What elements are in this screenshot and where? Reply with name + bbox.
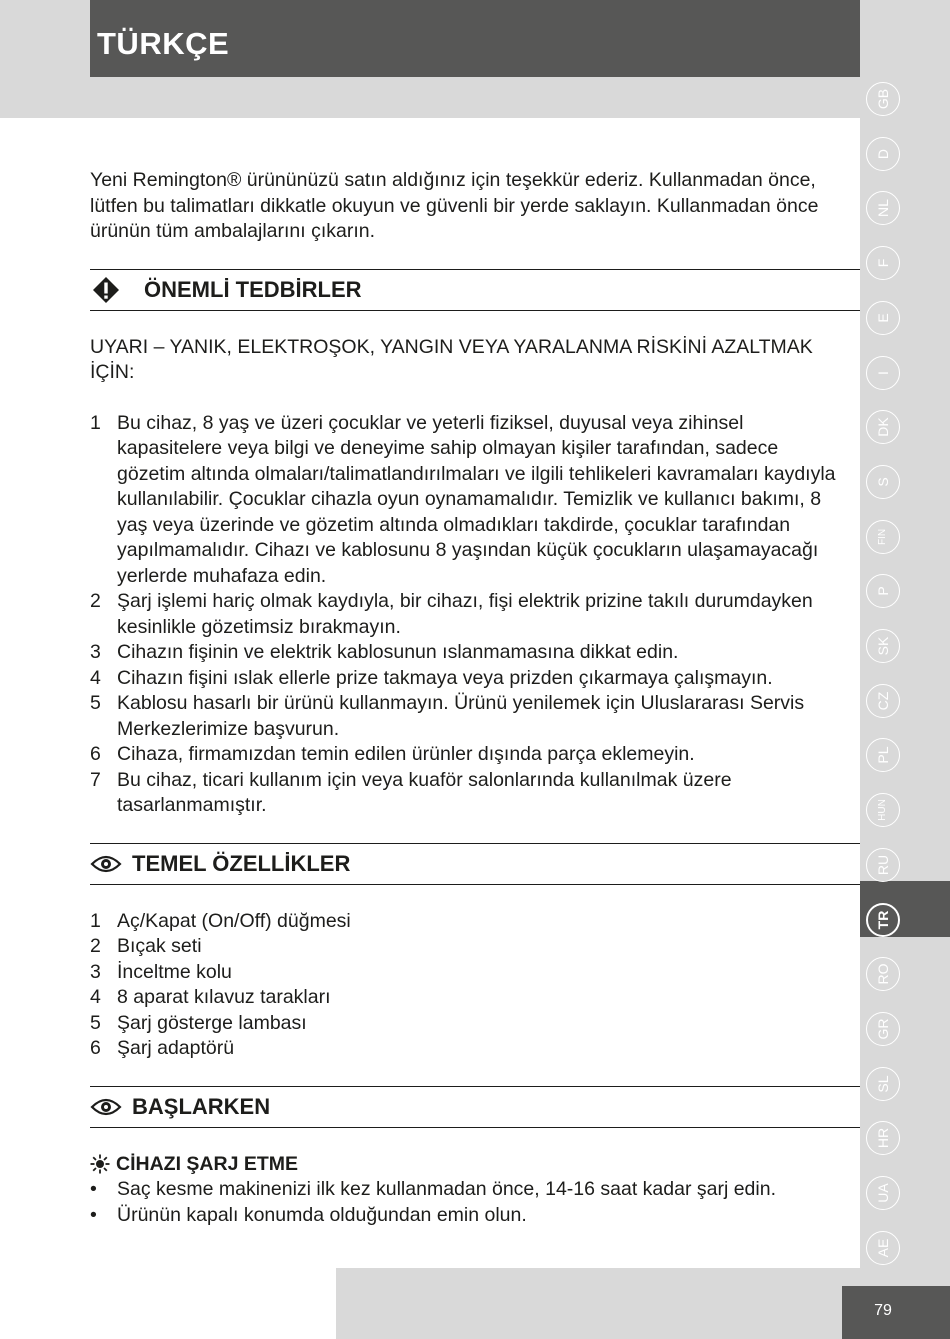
language-code: GR bbox=[875, 1018, 891, 1040]
list-item-text: Şarj işlemi hariç olmak kaydıyla, bir cihazı, fişi elektrik prizine takılı durumdayken kesinlikle gözetimsiz bırakmayın. bbox=[117, 590, 813, 638]
sun-icon bbox=[90, 1154, 110, 1174]
list-item-text: Bu cihaz, ticari kullanım için veya kuaför salonlarında kullanılmak üzere tasarlanmamıştır. bbox=[117, 768, 732, 816]
list-item bbox=[90, 742, 842, 768]
language-code: AE bbox=[875, 1238, 891, 1258]
list-item-text: Kablosu hasarlı bir ürünü kullanmayın. Ürünü yenilemek için Uluslararası Servis Merkezlerimize başvurun. bbox=[117, 692, 805, 740]
language-code: RO bbox=[875, 963, 891, 985]
language-tab-fin[interactable] bbox=[866, 520, 900, 554]
list-item-number: 4 bbox=[90, 666, 101, 689]
list-item-text: Şarj gösterge lambası bbox=[117, 1011, 307, 1034]
section-header-precautions bbox=[90, 269, 860, 311]
list-item-text: İnceltme kolu bbox=[117, 960, 232, 983]
language-tab-sl[interactable] bbox=[866, 1067, 900, 1101]
list-item bbox=[90, 960, 860, 986]
list-item bbox=[90, 1011, 860, 1037]
list-item-text: Cihazın fişinin ve elektrik kablosunun ıslanmamasına dikkat edin. bbox=[117, 641, 679, 663]
language-tab-gr[interactable] bbox=[866, 1012, 900, 1046]
language-tab-cz[interactable] bbox=[866, 684, 900, 718]
language-code: NL bbox=[875, 199, 891, 218]
language-tab-dk[interactable] bbox=[866, 410, 900, 444]
language-tab-d[interactable] bbox=[866, 137, 900, 171]
language-tab-ua[interactable] bbox=[866, 1176, 900, 1210]
list-item-number: 3 bbox=[90, 960, 101, 983]
language-code: GB bbox=[875, 88, 891, 110]
list-item bbox=[90, 934, 860, 960]
bullet-text: Saç kesme makinenizi ilk kez kullanmadan önce, 14-16 saat kadar şarj edin. bbox=[117, 1178, 777, 1200]
language-tab-tr[interactable] bbox=[866, 903, 900, 937]
list-item-text: Cihazın fişini ıslak ellerle prize takmaya veya prizden çıkarmaya çalışmayın. bbox=[117, 666, 773, 689]
language-tab-s[interactable] bbox=[866, 465, 900, 499]
list-item bbox=[90, 768, 842, 819]
list-item-text: Bıçak seti bbox=[117, 935, 202, 957]
list-item-number: 1 bbox=[90, 411, 101, 434]
bullet-text: Ürünün kapalı konumda olduğundan emin olun. bbox=[117, 1203, 527, 1226]
list-item-number: 2 bbox=[90, 590, 101, 612]
list-item bbox=[90, 411, 842, 590]
language-code: RU bbox=[875, 854, 891, 875]
language-tab-f[interactable] bbox=[866, 246, 900, 280]
bullet-dot: • bbox=[90, 1203, 97, 1226]
section-title: TEMEL ÖZELLİKLER bbox=[132, 850, 351, 876]
page-number: 79 bbox=[874, 1302, 892, 1319]
language-code: F bbox=[875, 258, 891, 268]
warning-diamond-icon bbox=[92, 276, 120, 304]
list-item bbox=[90, 589, 842, 640]
list-item-number: 4 bbox=[90, 986, 101, 1008]
section-title: ÖNEMLİ TEDBİRLER bbox=[144, 276, 362, 302]
intro-text: Yeni Remington® ürününüzü satın aldığınız için teşekkür ederiz. Kullanmadan önce, lütfen bu talimatları dikkatle okuyun ve güvenli bir yerde saklayın. Kullanmadan önce ürünün tüm ambalajlarını çıkarın. bbox=[90, 169, 819, 242]
main-content bbox=[90, 168, 860, 1228]
precautions-list bbox=[90, 411, 842, 819]
language-tab-ro[interactable] bbox=[866, 957, 900, 991]
language-code: FIN bbox=[877, 528, 888, 545]
language-code: CZ bbox=[875, 691, 891, 711]
list-item-number: 2 bbox=[90, 935, 101, 957]
language-tab-ae[interactable] bbox=[866, 1231, 900, 1265]
list-item-text: Bu cihaz, 8 yaş ve üzeri çocuklar ve yeterli fiziksel, duyusal veya zihinsel kapasitelere veya bilgi ve deneyime sahip olmayan kişiler tarafından, sadece gözetim altında olmaları/talimatlandırılmaları ve ilgili tehlikeleri kavramaları kaydıyla kullanılabilir. Çocuklar cihazla oyun oynamamalıdır. Temizlik ve kullanıcı bakımı, 8 yaş veya üzerinde ve gözetim altında olmadıkları takdirde, çocuklar tarafından yapılmamalıdır. Cihazı ve kablosunu 8 yaşından küçük çocukların ulaşamayacağı yerlerde muhafaza edin. bbox=[117, 411, 836, 587]
language-code: TR bbox=[875, 910, 891, 929]
list-item bbox=[90, 985, 860, 1011]
language-code: E bbox=[875, 313, 891, 323]
language-code: D bbox=[875, 148, 891, 159]
language-code: UA bbox=[875, 1183, 891, 1203]
list-item-text: Aç/Kapat (On/Off) düğmesi bbox=[117, 909, 351, 932]
page-number-box bbox=[842, 1286, 950, 1339]
language-tab-hun[interactable] bbox=[866, 793, 900, 827]
list-item-text: 8 aparat kılavuz tarakları bbox=[117, 986, 331, 1008]
list-item bbox=[90, 640, 842, 666]
list-item-number: 7 bbox=[90, 768, 101, 791]
eye-icon bbox=[90, 1095, 122, 1119]
list-item bbox=[90, 691, 842, 742]
language-code: HUN bbox=[877, 799, 888, 821]
page-title: TÜRKÇE bbox=[97, 26, 230, 61]
subsection-header-charging bbox=[90, 1152, 860, 1178]
list-item-text: Cihaza, firmamızdan temin edilen ürünler dışında parça eklemeyin. bbox=[117, 743, 695, 765]
list-item-number: 6 bbox=[90, 743, 101, 765]
language-code: P bbox=[875, 586, 891, 596]
language-code: PL bbox=[875, 746, 891, 764]
list-item bbox=[90, 909, 860, 935]
language-tab-i[interactable] bbox=[866, 356, 900, 390]
language-code: DK bbox=[875, 417, 891, 437]
list-item-text: Şarj adaptörü bbox=[117, 1037, 235, 1059]
subsection-title: CİHAZI ŞARJ ETME bbox=[116, 1152, 299, 1175]
features-list bbox=[90, 909, 860, 1062]
section-header-features bbox=[90, 843, 860, 885]
language-code: SL bbox=[875, 1075, 891, 1093]
bullet-item bbox=[90, 1177, 860, 1203]
list-item-number: 6 bbox=[90, 1037, 101, 1059]
section-title: BAŞLARKEN bbox=[132, 1093, 271, 1119]
charging-bullets bbox=[90, 1177, 860, 1228]
section-header-getting-started bbox=[90, 1086, 860, 1128]
list-item-number: 5 bbox=[90, 1011, 101, 1034]
warning-text: UYARI – YANIK, ELEKTROŞOK, YANGIN VEYA YARALANMA RİSKİNİ AZALTMAK İÇİN: bbox=[90, 335, 813, 383]
language-code: SK bbox=[875, 636, 891, 656]
language-tab-ru[interactable] bbox=[866, 848, 900, 882]
language-code: I bbox=[875, 370, 891, 375]
list-item-number: 5 bbox=[90, 692, 101, 714]
language-tab-e[interactable] bbox=[866, 301, 900, 335]
eye-icon bbox=[90, 852, 122, 876]
list-item bbox=[90, 1036, 860, 1062]
bullet-dot: • bbox=[90, 1178, 97, 1200]
language-code: HR bbox=[875, 1128, 891, 1149]
language-tab-sk[interactable] bbox=[866, 629, 900, 663]
bullet-item bbox=[90, 1203, 860, 1229]
title-bar bbox=[90, 0, 860, 77]
language-code: S bbox=[875, 477, 891, 487]
language-tab-gb[interactable] bbox=[866, 82, 900, 116]
list-item-number: 1 bbox=[90, 909, 101, 932]
list-item-number: 3 bbox=[90, 641, 101, 663]
list-item bbox=[90, 666, 842, 692]
